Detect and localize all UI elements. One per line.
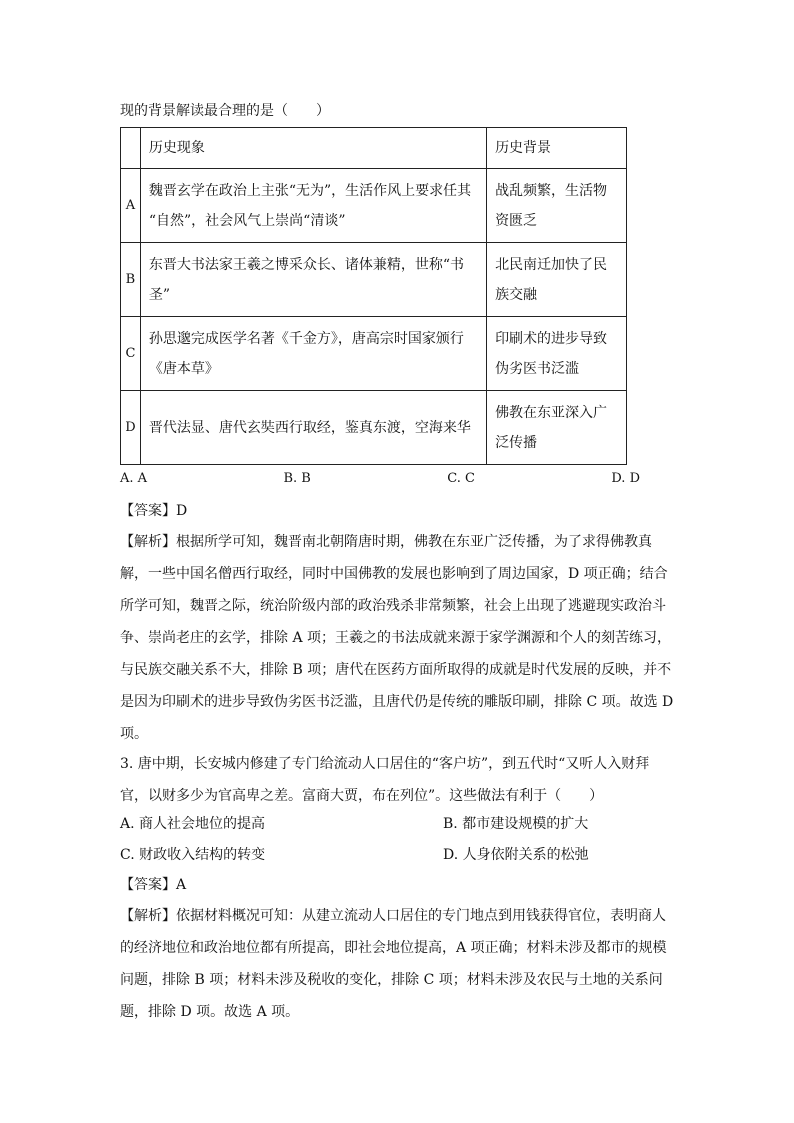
row-label: A bbox=[121, 169, 141, 243]
q2-analysis bbox=[120, 526, 680, 750]
q3-analysis-line: 题，排除 D 项。故选 A 项。 bbox=[120, 1004, 300, 1020]
q2-analysis-line: 解，一些中国名僧西行取经，同时中国佛教的发展也影响到了周边国家，D 项正确；结合 bbox=[120, 566, 668, 582]
table-row bbox=[121, 243, 627, 317]
row-phenomenon: 东晋大书法家王羲之博采众长、诸体兼精，世称“书 圣” bbox=[140, 243, 486, 317]
q3-stem-line: 3. 唐中期，长安城内修建了专门给流动人口居住的“客户坊”，到五代时“又听人入财拜 bbox=[120, 756, 650, 772]
q2-answer: 【答案】D bbox=[120, 503, 188, 519]
row-label: B bbox=[121, 243, 141, 317]
header-blank-cell bbox=[121, 128, 141, 169]
q2-option-a: A. A bbox=[120, 471, 148, 486]
q3-option-a: A. 商人社会地位的提高 bbox=[120, 816, 266, 832]
row-label: D bbox=[121, 391, 141, 465]
row-phenomenon: 孙思邈完成医学名著《千金方》，唐高宗时国家颁行 《唐本草》 bbox=[140, 317, 486, 391]
q3-analysis-line: 【解析】依据材料概况可知：从建立流动人口居住的专门地点到用钱获得官位，表明商人 bbox=[120, 908, 666, 924]
q2-options bbox=[120, 471, 640, 486]
row-background: 战乱频繁，生活物 资匮乏 bbox=[487, 169, 627, 243]
q3-analysis-line: 问题，排除 B 项；材料未涉及税收的变化，排除 C 项；材料未涉及农民与土地的关系问 bbox=[120, 972, 663, 988]
row-background: 佛教在东亚深入广 泛传播 bbox=[487, 391, 627, 465]
q3-analysis-line: 的经济地位和政治地位都有所提高，即社会地位提高，A 项正确；材料未涉及都市的规模 bbox=[120, 940, 667, 956]
row-phenomenon: 魏晋玄学在政治上主张“无为”，生活作风上要求任其 “自然”，社会风气上崇尚“清谈” bbox=[140, 169, 486, 243]
q2-option-c: C. C bbox=[447, 471, 475, 486]
q2-analysis-line: 与民族交融关系不大，排除 B 项；唐代在医药方面所取得的成就是时代发展的反映，并不 bbox=[120, 662, 672, 678]
row-label: C bbox=[121, 317, 141, 391]
row-background: 印刷术的进步导致 伪劣医书泛滥 bbox=[487, 317, 627, 391]
q2-analysis-line: 是因为印刷术的进步导致伪劣医书泛滥，且唐代仍是传统的雕版印刷，排除 C 项。故选 D bbox=[120, 694, 674, 710]
header-phenomenon: 历史现象 bbox=[140, 128, 486, 169]
q2-analysis-line: 所学可知，魏晋之际，统治阶级内部的政治残杀非常频繁，社会上出现了逃避现实政治斗 bbox=[120, 598, 666, 614]
q3-stem bbox=[120, 748, 680, 812]
q3-option-c: C. 财政收入结构的转变 bbox=[120, 847, 266, 863]
q3-analysis bbox=[120, 900, 680, 1028]
q3-stem-line: 官，以财多少为官高卑之差。富商大贾，布在列位”。这些做法有利于（ ） bbox=[120, 788, 604, 804]
header-background: 历史背景 bbox=[487, 128, 627, 169]
table-header-row bbox=[121, 128, 627, 169]
question-intro: 现的背景解读最合理的是（ ） bbox=[120, 103, 330, 119]
question-table bbox=[120, 127, 627, 465]
q2-option-d: D. D bbox=[611, 471, 640, 486]
q2-option-b: B. B bbox=[283, 471, 311, 486]
table-row bbox=[121, 391, 627, 465]
row-background: 北民南迁加快了民 族交融 bbox=[487, 243, 627, 317]
table-row bbox=[121, 317, 627, 391]
row-phenomenon: 晋代法显、唐代玄奘西行取经，鉴真东渡，空海来华 bbox=[140, 391, 486, 465]
q2-analysis-line: 项。 bbox=[120, 726, 148, 742]
q2-analysis-line: 争、崇尚老庄的玄学，排除 A 项；王羲之的书法成就来源于家学渊源和个人的刻苦练习， bbox=[120, 630, 672, 646]
q2-analysis-line: 【解析】根据所学可知，魏晋南北朝隋唐时期，佛教在东亚广泛传播，为了求得佛教真 bbox=[120, 534, 652, 550]
q3-answer: 【答案】A bbox=[120, 877, 187, 893]
q3-option-b: B. 都市建设规模的扩大 bbox=[443, 816, 589, 832]
q3-option-d: D. 人身依附关系的松弛 bbox=[443, 847, 589, 863]
table-row bbox=[121, 169, 627, 243]
